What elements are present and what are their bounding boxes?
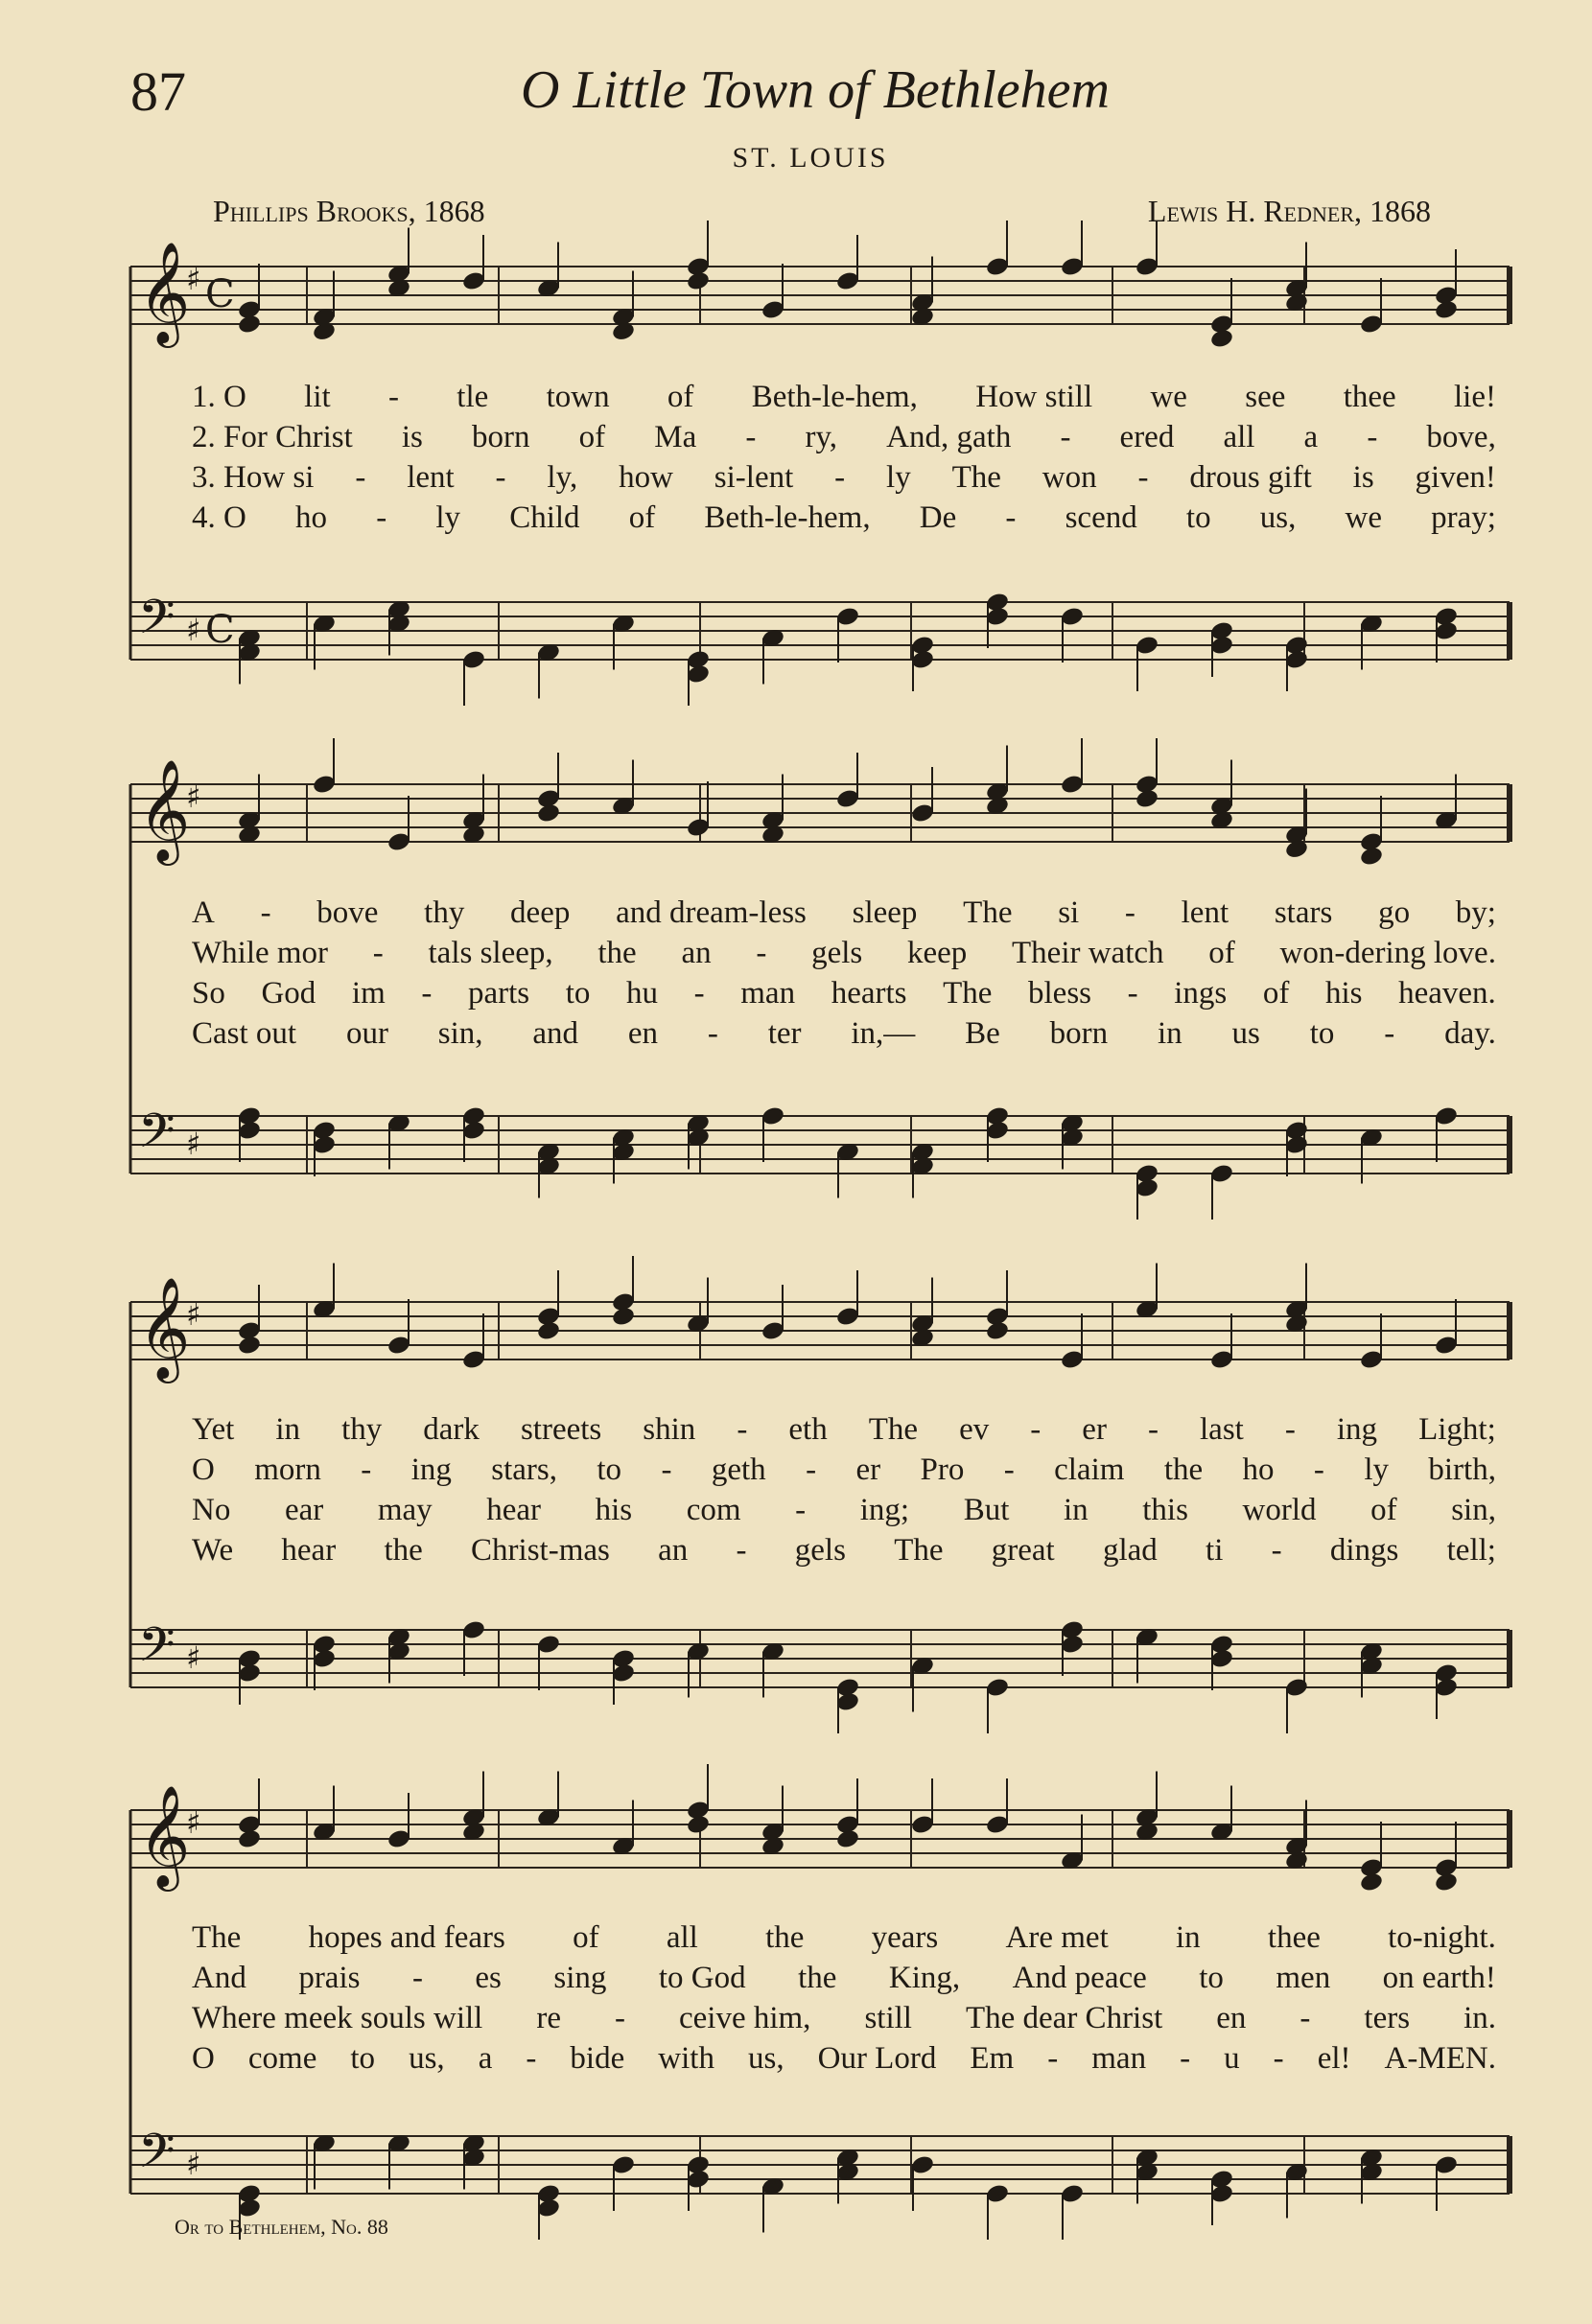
lyric-syllable: Yet (192, 1412, 235, 1447)
lyric-syllable: in. (1463, 2001, 1496, 2035)
lyric-syllable: we (1150, 380, 1187, 414)
sharp-key-signature-icon: ♯ (186, 2146, 201, 2182)
treble-clef-icon: 𝄞 (138, 241, 191, 343)
lyric-syllable: - (1180, 2041, 1191, 2076)
lyric-syllable: to (350, 2041, 376, 2076)
lyric-syllable: heaven. (1398, 976, 1496, 1011)
lyric-syllable: - (614, 2001, 625, 2035)
lyric-syllable: in (1175, 1920, 1201, 1955)
lyric-syllable: O (192, 1452, 215, 1487)
lyric-syllable: Be (965, 1016, 1000, 1051)
lyric-syllable: - (1047, 2041, 1059, 2076)
lyric-syllable: may (377, 1493, 433, 1527)
lyric-syllable: thy (341, 1412, 383, 1447)
lyric-syllable: ev (959, 1412, 990, 1447)
lyric-syllable: 2. For Christ (192, 420, 353, 454)
lyric-line (192, 1961, 1496, 2001)
lyric-syllable: gels (794, 1533, 846, 1568)
lyric-syllable: to (1185, 500, 1211, 535)
lyric-syllable: claim (1054, 1452, 1125, 1487)
lyric-syllable: ered (1119, 420, 1175, 454)
sharp-key-signature-icon: ♯ (186, 1296, 201, 1333)
lyric-syllable: bove (316, 895, 379, 930)
lyric-syllable: sing (553, 1961, 607, 1995)
note-head (237, 1828, 262, 1850)
lyric-syllable: And (192, 1961, 246, 1995)
lyric-line (192, 2001, 1496, 2041)
lyric-syllable: lie! (1454, 380, 1496, 414)
lyric-syllable: see (1245, 380, 1286, 414)
note-head (1359, 1871, 1384, 1894)
lyric-syllable: - (411, 1961, 423, 1995)
lyric-syllable: O (192, 2041, 215, 2076)
lyric-syllable: - (260, 895, 271, 930)
lyric-syllable: a (478, 2041, 493, 2076)
lyric-syllable: great (991, 1533, 1055, 1568)
lyric-syllable: stars (1274, 895, 1333, 930)
lyric-syllable: So (192, 976, 225, 1011)
lyric-syllable: man (740, 976, 796, 1011)
lyric-syllable: born (1049, 1016, 1109, 1051)
hymn-number: 87 (130, 60, 186, 123)
lyric-syllable: - (387, 380, 399, 414)
lyric-syllable: el! (1317, 2041, 1351, 2076)
lyric-syllable: Em (970, 2041, 1015, 2076)
sharp-key-signature-icon: ♯ (186, 261, 201, 297)
lyric-syllable: stars, (491, 1452, 557, 1487)
lyric-syllable: - (376, 500, 387, 535)
bass-staff (130, 2124, 1510, 2194)
lyric-syllable: of (1370, 1493, 1397, 1527)
lyric-syllable: - (1284, 1412, 1296, 1447)
lyric-syllable: ing (1336, 1412, 1378, 1447)
lyric-syllable: on earth! (1382, 1961, 1496, 1995)
lyric-syllable: - (526, 2041, 537, 2076)
lyric-syllable: tals sleep, (428, 936, 553, 970)
lyric-syllable: Ma (654, 420, 697, 454)
lyric-syllable: and (532, 1016, 579, 1051)
lyric-syllable: - (1367, 420, 1378, 454)
lyric-syllable: glad (1102, 1533, 1158, 1568)
lyric-syllable: to God (658, 1961, 746, 1995)
lyric-syllable: dings (1329, 1533, 1399, 1568)
lyric-syllable: Where meek souls will (192, 2001, 483, 2035)
lyric-syllable: re (536, 2001, 561, 2035)
lyric-syllable: scend (1065, 500, 1137, 535)
lyric-syllable: ho (295, 500, 328, 535)
lyric-syllable: en (627, 1016, 659, 1051)
lyric-syllable: lent (407, 460, 455, 495)
lyric-syllable: eth (788, 1412, 828, 1447)
lyric-syllable: ry, (805, 420, 838, 454)
lyric-syllable: - (1313, 1452, 1324, 1487)
lyric-syllable: Light; (1418, 1412, 1496, 1447)
lyric-syllable: the (1163, 1452, 1204, 1487)
lyric-syllable: si-lent (714, 460, 794, 495)
lyric-syllable: - (1273, 2041, 1284, 2076)
lyric-syllable: ters (1364, 2001, 1411, 2035)
lyric-syllable: hopes and fears (308, 1920, 505, 1955)
sharp-key-signature-icon: ♯ (186, 1804, 201, 1841)
lyric-syllable: si (1058, 895, 1080, 930)
lyric-syllable: - (795, 1493, 807, 1527)
lyric-syllable: morn (254, 1452, 321, 1487)
lyric-line (192, 2041, 1496, 2081)
note-head (835, 1828, 860, 1850)
lyric-syllable: bide (570, 2041, 625, 2076)
lyric-syllable: thy (424, 895, 465, 930)
lyric-syllable: we (1345, 500, 1382, 535)
lyric-syllable: Pro (920, 1452, 965, 1487)
lyric-syllable: - (1124, 895, 1135, 930)
note-head (1434, 1871, 1459, 1894)
lyric-syllable: The (894, 1533, 944, 1568)
lyric-syllable: Beth-le-hem, (704, 500, 871, 535)
tune-name: ST. LOUIS (732, 142, 889, 174)
common-time-icon: C (205, 272, 235, 316)
sharp-key-signature-icon: ♯ (186, 779, 201, 815)
lyric-syllable: - (707, 1016, 718, 1051)
lyric-syllable: to (597, 1452, 622, 1487)
lyric-syllable: The (868, 1412, 919, 1447)
lyric-syllable: still (864, 2001, 912, 2035)
lyric-syllable: an (681, 936, 712, 970)
lyric-syllable: 1. O (192, 380, 246, 414)
lyric-syllable: - (1060, 420, 1071, 454)
lyric-syllable: our (345, 1016, 388, 1051)
lyric-syllable: De (919, 500, 957, 535)
lyric-syllable: the (765, 1920, 805, 1955)
lyric-syllable: u (1224, 2041, 1240, 2076)
common-time-icon: C (205, 608, 235, 652)
lyric-syllable: of (628, 500, 656, 535)
lyric-syllable: How still (975, 380, 1093, 414)
lyric-syllable: We (192, 1533, 234, 1568)
lyric-syllable: Their watch (1012, 936, 1164, 970)
treble-clef-icon: 𝄞 (138, 1784, 191, 1887)
sharp-key-signature-icon: ♯ (186, 1639, 201, 1676)
lyric-syllable: is (401, 420, 423, 454)
lyric-syllable: sleep (852, 895, 918, 930)
lyric-syllable: King, (888, 1961, 961, 1995)
lyric-syllable: hu (626, 976, 659, 1011)
lyric-syllable: all (666, 1920, 698, 1955)
lyric-syllable: ti (1206, 1533, 1224, 1568)
lyric-syllable: A-MEN. (1384, 2041, 1496, 2076)
lyric-syllable: - (693, 976, 705, 1011)
lyric-syllable: to (1309, 1016, 1335, 1051)
lyric-line (192, 1920, 1496, 1961)
lyric-syllable: is (1352, 460, 1374, 495)
lyric-syllable: A (192, 895, 215, 930)
lyric-syllable: in (1063, 1493, 1089, 1527)
lyric-syllable: Child (509, 500, 580, 535)
lyric-syllable: town (546, 380, 610, 414)
lyric-syllable: The (192, 1920, 242, 1955)
lyric-syllable: man (1091, 2041, 1147, 2076)
lyric-syllable: 3. How si (192, 460, 315, 495)
lyric-syllable: im (351, 976, 386, 1011)
lyric-syllable: and dream-less (616, 895, 807, 930)
lyric-syllable: ing; (859, 1493, 910, 1527)
lyric-syllable: day. (1444, 1016, 1496, 1051)
lyric-syllable: - (495, 460, 506, 495)
lyric-syllable: in (275, 1412, 301, 1447)
lyric-syllable: - (737, 1412, 748, 1447)
lyric-syllable: of (1262, 976, 1290, 1011)
lyric-syllable: - (1384, 1016, 1395, 1051)
lyric-syllable: the (597, 936, 637, 970)
treble-clef-icon: 𝄞 (138, 1276, 191, 1379)
lyric-syllable: to (1199, 1961, 1224, 1995)
lyric-syllable: sin, (1451, 1493, 1496, 1527)
lyric-syllable: won (1042, 460, 1097, 495)
lyric-syllable: last (1200, 1412, 1244, 1447)
lyric-syllable: of (573, 1920, 599, 1955)
lyric-syllable: ly (435, 500, 461, 535)
lyric-syllable: er (1082, 1412, 1107, 1447)
lyric-syllable: of (578, 420, 606, 454)
lyric-syllable: prais (298, 1961, 361, 1995)
lyric-syllable: - (1299, 2001, 1311, 2035)
lyric-syllable: ho (1242, 1452, 1275, 1487)
lyric-syllable: world (1242, 1493, 1317, 1527)
lyric-syllable: - (1137, 460, 1149, 495)
lyric-syllable: dark (423, 1412, 480, 1447)
lyric-syllable: drous gift (1189, 460, 1312, 495)
lyric-syllable: - (1005, 500, 1017, 535)
lyric-syllable: es (475, 1961, 502, 1995)
lyric-syllable: an (658, 1533, 689, 1568)
lyric-syllable: to (565, 976, 591, 1011)
lyric-syllable: And peace (1012, 1961, 1147, 1995)
lyric-syllable: - (834, 460, 846, 495)
lyric-syllable: born (472, 420, 530, 454)
lyric-syllable: by; (1455, 895, 1496, 930)
lyric-syllable: - (661, 1452, 672, 1487)
treble-staff (130, 1784, 1510, 1892)
lyric-syllable: - (1147, 1412, 1159, 1447)
lyric-syllable: Are met (1005, 1920, 1109, 1955)
lyric-syllable: pray; (1431, 500, 1496, 535)
lyric-syllable: God (261, 976, 316, 1011)
bass-clef-icon: 𝄢 (138, 590, 176, 657)
lyric-syllable: the (798, 1961, 837, 1995)
lyric-syllable: in,— (851, 1016, 916, 1051)
lyric-syllable: streets (520, 1412, 602, 1447)
lyric-syllable: - (372, 936, 384, 970)
lyric-syllable: men (1276, 1961, 1331, 1995)
lyric-syllable: us (1231, 1016, 1260, 1051)
lyric-syllable: The (963, 895, 1013, 930)
lyric-syllable: lent (1181, 895, 1229, 930)
lyric-syllable: a (1303, 420, 1319, 454)
lyric-syllable: - (361, 1452, 372, 1487)
lyric-syllable: ly, (547, 460, 578, 495)
bass-clef-icon: 𝄢 (138, 1617, 176, 1685)
lyric-syllable: Beth-le-hem, (751, 380, 918, 414)
lyric-syllable: lit (304, 380, 331, 414)
lyric-syllable: shin (643, 1412, 696, 1447)
lyric-syllable: bless (1028, 976, 1092, 1011)
bass-clef-icon: 𝄢 (138, 1104, 176, 1171)
lyric-syllable: Our Lord (817, 2041, 937, 2076)
lyric-syllable: Christ-mas (471, 1533, 610, 1568)
lyric-syllable: years (871, 1920, 939, 1955)
lyric-syllable: en (1216, 2001, 1247, 2035)
lyric-syllable: us, (1259, 500, 1297, 535)
lyric-syllable: The (951, 460, 1001, 495)
lyric-syllable: The dear Christ (965, 2001, 1163, 2035)
lyric-syllable: the (384, 1533, 423, 1568)
treble-clef-icon: 𝄞 (138, 758, 191, 861)
lyric-syllable: gels (811, 936, 863, 970)
lyric-syllable: The (943, 976, 993, 1011)
lyric-syllable: come (247, 2041, 317, 2076)
lyric-syllable: of (667, 380, 694, 414)
alternate-tune-note: Or to Bethlehem, No. 88 (175, 2215, 388, 2239)
lyric-syllable: birth, (1428, 1452, 1496, 1487)
lyric-syllable: parts (467, 976, 530, 1011)
lyric-syllable: won-dering love. (1279, 936, 1496, 970)
author-credit: Phillips Brooks, 1868 (213, 194, 485, 228)
lyric-syllable: all (1223, 420, 1255, 454)
lyric-syllable: ear (284, 1493, 324, 1527)
lyric-syllable: go (1378, 895, 1411, 930)
lyric-syllable: While mor (192, 936, 329, 970)
lyric-syllable: ly (886, 460, 911, 495)
composer-credit: Lewis H. Redner, 1868 (1147, 194, 1431, 228)
sharp-key-signature-icon: ♯ (186, 1126, 201, 1162)
note-head (686, 1814, 711, 1836)
lyric-syllable: - (355, 460, 366, 495)
lyric-syllable: - (806, 1452, 817, 1487)
lyric-syllable: Cast out (192, 1016, 297, 1051)
lyric-syllable: But (963, 1493, 1010, 1527)
lyric-syllable: hear (281, 1533, 337, 1568)
lyric-syllable: keep (906, 936, 968, 970)
lyric-syllable: in (1158, 1016, 1182, 1051)
lyric-syllable: of (1208, 936, 1235, 970)
bass-clef-icon: 𝄢 (138, 2124, 176, 2191)
lyric-syllable: - (745, 420, 757, 454)
lyric-syllable: - (756, 936, 767, 970)
lyric-syllable: his (595, 1493, 633, 1527)
lyric-syllable: - (1127, 976, 1138, 1011)
sharp-key-signature-icon: ♯ (186, 612, 201, 648)
lyric-syllable: this (1142, 1493, 1188, 1527)
lyric-syllable: sin, (437, 1016, 483, 1051)
lyric-syllable: - (421, 976, 433, 1011)
lyric-syllable: - (736, 1533, 747, 1568)
lyric-syllable: us, (747, 2041, 784, 2076)
lyric-syllable: to-night. (1388, 1920, 1496, 1955)
lyric-syllable: ing (410, 1452, 452, 1487)
lyric-syllable: hearts (831, 976, 907, 1011)
lyric-syllable: his (1324, 976, 1363, 1011)
lyric-syllable: ings (1174, 976, 1228, 1011)
lyric-syllable: how (619, 460, 673, 495)
lyric-syllable: tell; (1446, 1533, 1496, 1568)
lyric-syllable: - (1030, 1412, 1042, 1447)
lyric-syllable: ter (767, 1016, 802, 1051)
lyric-syllable: geth (711, 1452, 766, 1487)
lyric-syllable: thee (1267, 1920, 1321, 1955)
lyric-syllable: given! (1415, 460, 1496, 495)
lyric-syllable: No (192, 1493, 231, 1527)
lyric-syllable: with (658, 2041, 714, 2076)
lyric-syllable: com (686, 1493, 741, 1527)
lyric-syllable: ceive him, (678, 2001, 811, 2035)
lyric-syllable: us, (409, 2041, 445, 2076)
lyric-syllable: ly (1364, 1452, 1389, 1487)
lyric-syllable: er (855, 1452, 881, 1487)
lyric-syllable: thee (1343, 380, 1396, 414)
lyric-syllable: deep (510, 895, 571, 930)
lyric-syllable: And, gath (886, 420, 1012, 454)
lyric-syllable: tle (457, 380, 489, 414)
lyric-syllable: hear (486, 1493, 542, 1527)
lyric-syllable: - (1271, 1533, 1282, 1568)
hymn-title: O Little Town of Bethlehem (521, 60, 1110, 120)
lyric-syllable: - (1003, 1452, 1015, 1487)
lyric-syllable: 4. O (192, 500, 246, 535)
lyric-syllable: bove, (1426, 420, 1496, 454)
